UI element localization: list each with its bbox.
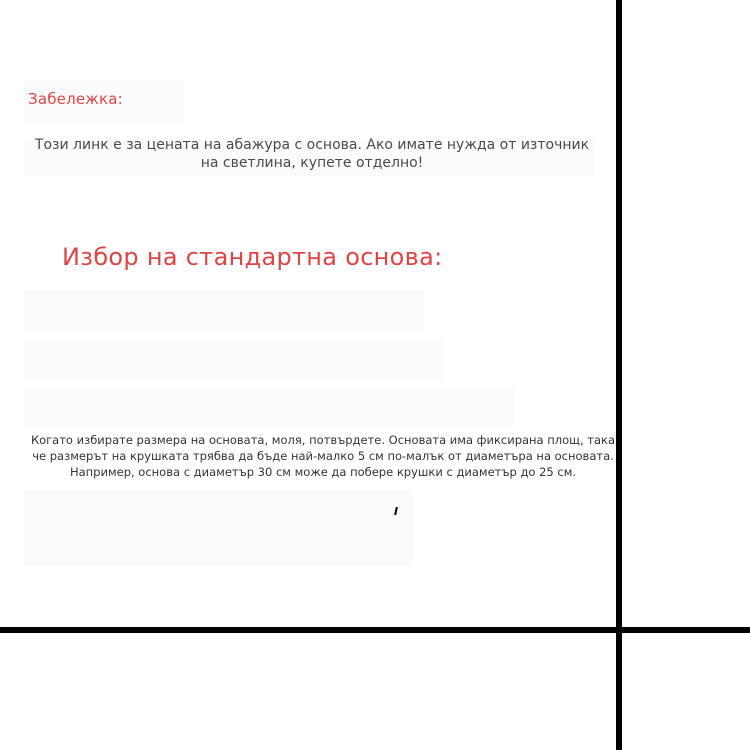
note-label: Забележка: [28, 90, 123, 108]
vertical-divider [616, 0, 622, 750]
faded-block [24, 388, 514, 426]
faded-block [24, 490, 414, 566]
faded-block [24, 340, 444, 380]
section-title: Избор на стандартна основа: [62, 243, 443, 271]
horizontal-divider [0, 627, 750, 633]
note-text: Този линк е за цената на абажура с основа. Ако имате нужда от източник на светлина, купете отделно! [34, 137, 590, 171]
base-size-info: Когато избирате размера на основата, моля, потвърдете. Основата има фиксирана площ, така че размерът на крушката трябва да бъде най-малко 5 см по-малък от диаметъра на основата. Например, основа с диаметър 30 см може да побере крушки с диаметър до 25 см. [30, 433, 616, 479]
faded-block [24, 290, 424, 330]
